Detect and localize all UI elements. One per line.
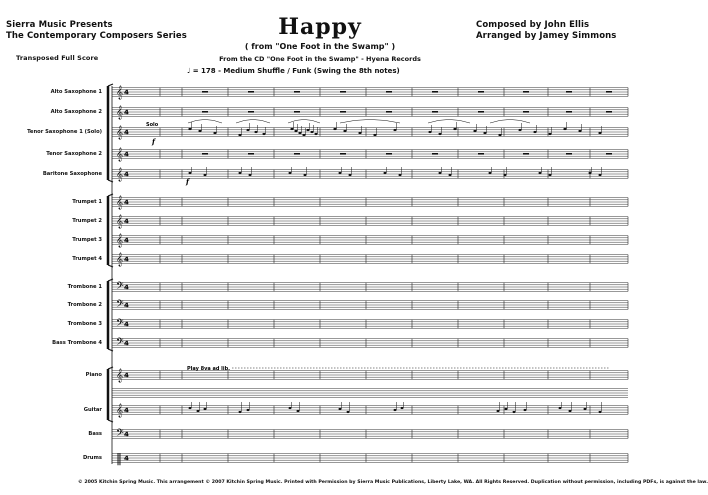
whole-rest (340, 153, 346, 155)
time-signature: 4 (124, 108, 129, 117)
note-head (339, 172, 342, 174)
note-head (401, 407, 404, 409)
time-signature: 4 (124, 320, 129, 329)
clef-icon: 𝄞 (116, 85, 124, 99)
publisher-heading: Sierra Music Presents (6, 20, 113, 30)
time-signature: 4 (124, 170, 129, 179)
subtitle: ( from "One Foot in the Swamp" ) (244, 42, 396, 51)
whole-rest (606, 91, 612, 93)
note-head (449, 174, 452, 176)
note-head (213, 132, 216, 134)
note-head (549, 174, 552, 176)
whole-rest (386, 111, 392, 113)
time-signature: 4 (124, 198, 129, 207)
whole-rest (432, 91, 438, 93)
note-head (306, 129, 309, 131)
note-head (297, 410, 300, 412)
instrument-label: Trombone 3 (67, 321, 102, 327)
note-head (393, 129, 396, 131)
note-head (339, 408, 342, 410)
instrument-label: Trumpet 1 (72, 199, 102, 205)
note-head (589, 172, 592, 174)
note-head (599, 411, 602, 413)
note-head (584, 408, 587, 410)
time-signature: 4 (124, 128, 129, 137)
staff-alto-saxophone-1 (112, 85, 628, 99)
tempo-marking: ♩ = 178 - Medium Shuffle / Funk (Swing the 8th notes) (187, 67, 400, 75)
clef-icon: 𝄞 (116, 403, 124, 417)
whole-rest (523, 111, 529, 113)
note-head (289, 407, 292, 409)
note-head (302, 134, 305, 136)
instrument-label: Trumpet 4 (72, 256, 102, 262)
clef-icon: 𝄞 (116, 125, 124, 139)
note-head (483, 132, 486, 134)
note-head (518, 129, 521, 131)
note-head (524, 409, 527, 411)
note-head (498, 134, 501, 136)
instrument-label: Tenor Saxophone 2 (46, 151, 102, 157)
piano-direction: Play 8va ad lib. (187, 366, 231, 372)
note-head (559, 407, 562, 409)
clef-icon: 𝄞 (116, 147, 124, 161)
note-head (539, 172, 542, 174)
clef-icon: 𝄞 (116, 368, 124, 382)
time-signature: 4 (124, 301, 129, 310)
whole-rest (386, 153, 392, 155)
clef-icon: 𝄞 (116, 252, 124, 266)
staff-tenor-saxophone-2 (112, 147, 628, 161)
note-head (504, 174, 507, 176)
note-head (453, 128, 456, 130)
time-signature: 4 (124, 236, 129, 245)
note-head (548, 133, 551, 135)
note-head (489, 172, 492, 174)
instrument-label: Trumpet 3 (72, 237, 102, 243)
time-signature: 4 (124, 430, 129, 439)
note-head (238, 134, 241, 136)
instrument-label: Trumpet 2 (72, 218, 102, 224)
time-signature: 4 (124, 371, 129, 380)
staff-trumpet-1 (112, 195, 628, 209)
instrument-label: Bass Trombone 4 (52, 340, 102, 346)
note-head (347, 411, 350, 413)
arranger-credit: Arranged by Jamey Simmons (476, 31, 617, 41)
time-signature: 4 (124, 406, 129, 415)
note-head (239, 172, 242, 174)
note-head (428, 131, 431, 133)
note-head (533, 131, 536, 133)
note-head (204, 408, 207, 410)
clef-icon: 𝄞 (116, 233, 124, 247)
staff-guitar (112, 403, 628, 417)
instrument-label: Alto Saxophone 2 (50, 109, 102, 115)
note-head (578, 130, 581, 132)
whole-rest (478, 91, 484, 93)
note-head (599, 174, 602, 176)
note-head (198, 130, 201, 132)
staff-alto-saxophone-2 (112, 105, 628, 119)
dynamic-marking: f (186, 177, 190, 186)
time-signature: 4 (124, 150, 129, 159)
note-head (197, 410, 200, 412)
instrument-label: Trombone 2 (67, 302, 102, 308)
staff-trombone-1 (112, 280, 628, 294)
clef-icon: 𝄞 (116, 167, 124, 181)
staff-piano-bass (112, 389, 628, 398)
note-head (505, 408, 508, 410)
staff-tenor-saxophone-1-solo (112, 125, 628, 139)
note-head (289, 172, 292, 174)
time-signature: 4 (124, 283, 129, 292)
note-head (598, 132, 601, 134)
clef-icon: 𝄢 (116, 280, 124, 294)
whole-rest (432, 153, 438, 155)
note-head (394, 409, 397, 411)
note-head (497, 410, 500, 412)
note-head (358, 132, 361, 134)
whole-rest (478, 111, 484, 113)
whole-rest (478, 153, 484, 155)
staff-trombone-2 (112, 298, 628, 312)
instrument-label: Guitar (83, 407, 102, 413)
time-signature: 4 (124, 339, 129, 348)
note-head (189, 407, 192, 409)
time-signature: 4 (124, 217, 129, 226)
note-head (189, 172, 192, 174)
note-head (513, 411, 516, 413)
whole-rest (386, 91, 392, 93)
whole-rest (523, 91, 529, 93)
instrument-label: Drums (82, 455, 102, 461)
whole-rest (202, 111, 208, 113)
note-head (314, 133, 317, 135)
whole-rest (566, 153, 572, 155)
note-head (294, 130, 297, 132)
instrument-label: Trombone 1 (67, 284, 102, 290)
note-head (569, 410, 572, 412)
staff-trombone-3 (112, 317, 628, 331)
clef-icon: ‖ (116, 451, 122, 465)
note-head (188, 128, 191, 130)
note-head (384, 172, 387, 174)
staff-drums (112, 451, 628, 465)
score-type-label: Transposed Full Score (16, 54, 99, 62)
cd-credit: From the CD "One Foot in the Swamp" - Hyena Records (219, 55, 421, 63)
note-head (349, 174, 352, 176)
note-head (298, 132, 301, 134)
time-signature: 4 (124, 88, 129, 97)
whole-rest (202, 91, 208, 93)
note-head (239, 411, 242, 413)
whole-rest (606, 111, 612, 113)
note-head (438, 133, 441, 135)
whole-rest (432, 111, 438, 113)
note-head (333, 128, 336, 130)
instrument-label: Alto Saxophone 1 (50, 89, 102, 95)
copyright-footer: © 2005 Kitchin Spring Music. This arrangement © 2007 Kitchin Spring Music. Printed with Permission by Sierra Music Publications, Liberty Lake, WA. All Rights Reserved. Duplication without permission, including PDFs, is against the law. (78, 480, 708, 485)
page-title: Happy (278, 14, 362, 40)
clef-icon: 𝄢 (116, 427, 124, 441)
composer-credit: Composed by John Ellis (476, 20, 590, 30)
whole-rest (523, 153, 529, 155)
whole-rest (202, 153, 208, 155)
series-heading: The Contemporary Composers Series (6, 31, 187, 41)
solo-marking: Solo (146, 122, 159, 128)
whole-rest (606, 153, 612, 155)
instrument-label: Bass (88, 431, 102, 437)
note-head (246, 129, 249, 131)
note-head (563, 128, 566, 130)
note-head (254, 131, 257, 133)
note-head (262, 133, 265, 135)
note-head (310, 131, 313, 133)
whole-rest (294, 153, 300, 155)
dynamic-marking: f (152, 137, 156, 146)
clef-icon: 𝄞 (116, 105, 124, 119)
time-signature: 4 (124, 454, 129, 463)
note-head (439, 172, 442, 174)
staff-bass (112, 427, 628, 441)
note-head (343, 130, 346, 132)
note-head (304, 174, 307, 176)
note-head (373, 134, 376, 136)
instrument-label: Baritone Saxophone (42, 171, 102, 177)
note-head (290, 128, 293, 130)
note-head (399, 174, 402, 176)
note-head (473, 130, 476, 132)
staff-bass-trombone-4 (112, 336, 628, 350)
note-head (204, 174, 207, 176)
note-head (249, 174, 252, 176)
time-signature: 4 (124, 255, 129, 264)
whole-rest (340, 111, 346, 113)
clef-icon: 𝄞 (116, 214, 124, 228)
whole-rest (566, 91, 572, 93)
clef-icon: 𝄢 (116, 336, 124, 350)
note-head (247, 409, 250, 411)
instrument-label: Tenor Saxophone 1 (Solo) (27, 129, 102, 135)
whole-rest (340, 91, 346, 93)
whole-rest (248, 91, 254, 93)
instrument-label: Piano (85, 372, 102, 378)
clef-icon: 𝄞 (116, 195, 124, 209)
staff-trumpet-4 (112, 252, 628, 266)
clef-icon: 𝄢 (116, 317, 124, 331)
whole-rest (294, 111, 300, 113)
whole-rest (294, 91, 300, 93)
whole-rest (248, 111, 254, 113)
clef-icon: 𝄢 (116, 298, 124, 312)
staff-trumpet-3 (112, 233, 628, 247)
whole-rest (248, 153, 254, 155)
staff-trumpet-2 (112, 214, 628, 228)
whole-rest (566, 111, 572, 113)
